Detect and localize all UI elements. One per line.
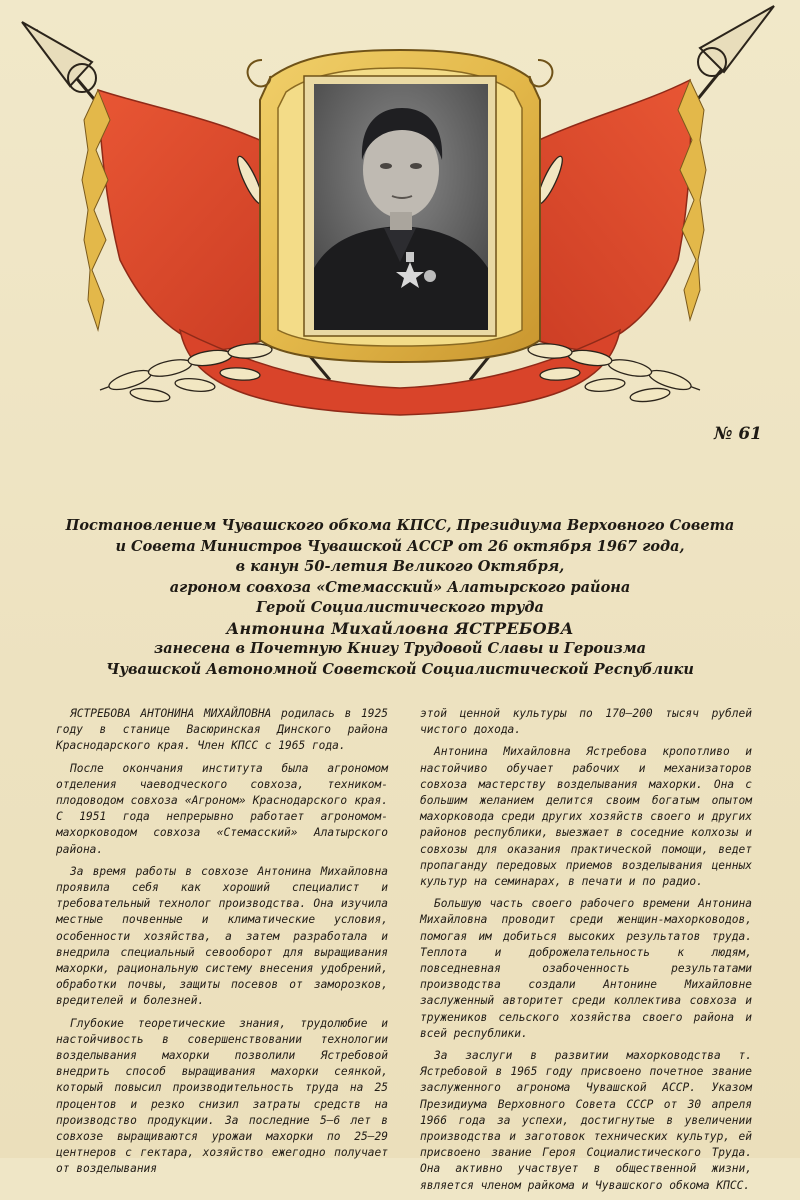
header-emblem <box>0 0 800 430</box>
biography-paragraph: этой ценной культуры по 170—200 тысяч рублей чистого дохода. <box>420 707 752 737</box>
biography-paragraph: После окончания института была агрономом отделения чаеводческого совхоза, техником-плодоводом совхоза «Агроном» Краснодарского края. С 1951 года непрерывно работает агрономом-махорководом совхоза «Стемасский» Алатырского района. <box>56 761 388 856</box>
biography-paragraph: Антонина Михайловна Ястребова кропотливо и настойчиво обучает рабочих и механизаторов совхоза мастерству возделывания махорки. Она с большим желанием делится своим богатым опытом махорковода среди других хозяйств своего и других районов республики, выезжает в соседние колхозы и совхозы для оказания практической помощи, ведет пропаганду передовых приемов возделывания ценных культур на семинарах, в печати и по радио. <box>420 745 752 889</box>
biography-paragraph: ЯСТРЕБОВА АНТОНИНА МИХАЙЛОВНА родилась в 1925 году в станице Васюринская Динского района Краснодарского края. Член КПСС с 1965 года. <box>56 707 388 753</box>
biography-paragraph: Большую часть своего рабочего времени Антонина Михайловна проводит среди женщин-махорководов, помогая им добиться высоких результатов труда. Теплота и доброжелательность к людям, повседневная озабоченность результатами производства создали Антонине Михайловне заслуженный авторитет среди коллектива совхоза и тружеников сельского хозяйства своего района и всей республики. <box>420 897 752 1040</box>
person-name: Антонина Михайловна ЯСТРЕБОВА <box>226 618 574 638</box>
decree-line: и Совета Министров Чувашской АССР от 26 октября 1967 года, <box>115 537 685 555</box>
decree-line: агроном совхоза «Стемасский» Алатырского района <box>169 578 631 596</box>
decree-line: Чувашской Автономной Советской Социалистической Республики <box>106 660 694 678</box>
biography-paragraph: За время работы в совхозе Антонина Михайловна проявила себя как хороший специалист и требовательный технолог производства. Она изучила местные почвенные и климатические условия, особенности хозяйства, а затем разработала и внедрила специальный севооборот для выращивания махорки, рациональную систему внесения удобрений, обработки почвы, защиты посевов от заморозков, вредителей и болезней. <box>56 864 388 1008</box>
biography-paragraph: Глубокие теоретические знания, трудолюбие и настойчивость в совершенствовании технологии возделывания махорки позволили Ястребовой внедрить способ выращивания махорки сеянкой, который повысил производительность труда на 25 процентов и резко снизил затраты средств на производство продукции. За последние 5—6 лет в совхозе выращиваются урожаи махорки по 25—29 центнеров с гектара, хозяйство ежегодно получает от возделывания <box>56 1016 388 1176</box>
decree-line: Постановлением Чувашского обкома КПСС, Президиума Верховного Совета <box>65 517 735 534</box>
decree-line: Герой Социалистического труда <box>256 599 544 616</box>
page-number-label: № 61 <box>713 424 762 444</box>
biography-column-left <box>56 706 388 1184</box>
biography-paragraph: За заслуги в развитии махорководства т. Ястребовой в 1965 году присвоено почетное звание заслуженного агронома Чувашской АССР. Указом Президиума Верховного Совета СССР от 30 апреля 1966 года за успехи, достигнутые в увеличении производства и заготовок технических культур, ей присвоено звание Героя Социалистического Труда. Она активно участвует в общественной жизни, является членом райкома и Чувашского обкома КПСС. <box>420 1049 752 1192</box>
portrait-photo <box>314 84 488 330</box>
decree-line: занесена в Почетную Книгу Трудовой Славы и Героизма <box>153 640 646 657</box>
decree-line: в канун 50-летия Великого Октября, <box>235 558 565 575</box>
decree-heading <box>40 516 760 680</box>
biography-column-right <box>420 706 752 1200</box>
